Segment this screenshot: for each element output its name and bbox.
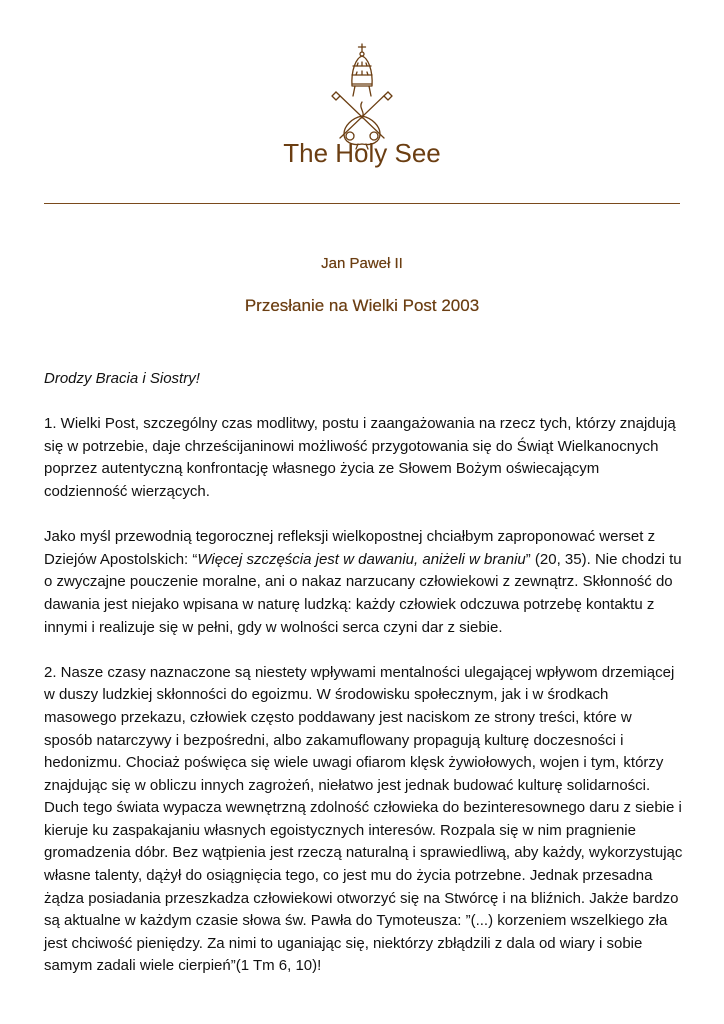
site-title: The Holy See: [283, 138, 441, 168]
header-divider: [44, 203, 680, 204]
document-title: Przesłanie na Wielki Post 2003: [244, 296, 480, 315]
paragraph-2: [44, 526, 684, 639]
greeting: Drodzy Bracia i Siostry!: [44, 370, 200, 387]
document-author: Jan Paweł II: [321, 255, 403, 272]
paragraph-2-intro: Jako myśl przewodnią tegorocznej refleksji wielkopostnej chciałbym zaproponować werset z Dziejów Apostolskich: “: [44, 528, 656, 568]
paragraph-3: 2. Nasze czasy naznaczone są niestety wpływami mentalności ulegającej wpływom drzemiącej w duszy ludzkiej skłonności do egoizmu. W środowisku społecznym, jak i w środkach masowego przekazu, człowiek często poddawany jest naciskom ze strony treści, które w sposób natarczywy i bezpośredni, albo zakamuflowany propagują kulturę doczesności i hedonizmu. Chociaż poświęca się wiele uwagi ofiarom klęsk żywiołowych, wojen i tym, którzy znajdując się w obliczu innych zagrożeń, niełatwo jest jednak budować kulturę solidarności. Duch tego świata wypacza wewnętrzną zdolność człowieka do bezinteresownego daru z siebie i kieruje ku zaspakajaniu własnych egoistycznych interesów. Rozpala się w nim pragnienie gromadzenia dóbr. Bez wątpienia jest rzeczą naturalną i sprawiedliwą, aby każdy, wykorzystując własne talenty, dążył do osiągnięcia tego, co jest mu do życia potrzebne. Jednak przesadna żądza posiadania przeszkadza człowiekowi otworzyć się na Stwórcę i na bliźnich. Jakże bardzo są aktualne w każdym czasie słowa św. Pawła do Tymoteusza: ”(...) korzeniem wszelkiego zła jest chciwość pieniędzy. Za nimi to uganiając się, niektórzy zbłądzili z dala od wiary i sobie samym zadali wiele cierpień”(1 Tm 6, 10)!: [44, 663, 683, 975]
scripture-quote: Więcej szczęścia jest w dawaniu, aniżeli w braniu: [197, 550, 526, 568]
paragraph-2-rest: ” (20, 35). Nie chodzi tu o zwyczajne pouczenie moralne, ani o nakaz narzucany człowiekowi z zewnątrz. Skłonność do dawania jest niejako wpisana w naturę ludzką: każdy człowiek odczuwa potrzebę kontaktu z innymi i realizuje się w pełni, gdy w wolności serca czyni dar z siebie.: [44, 550, 682, 636]
paragraph-1: 1. Wielki Post, szczególny czas modlitwy, postu i zaangażowania na rzecz tych, którzy znajdują się w potrzebie, daje chrześcijaninowi możliwość przygotowania się do Świąt Wielkanocnych poprzez autentyczną konfrontację własnego życia ze Słowem Bożym oświecającym codzienność wierzących.: [44, 415, 676, 500]
papal-coat-of-arms-icon: [322, 42, 402, 150]
document-body: [44, 368, 684, 1001]
